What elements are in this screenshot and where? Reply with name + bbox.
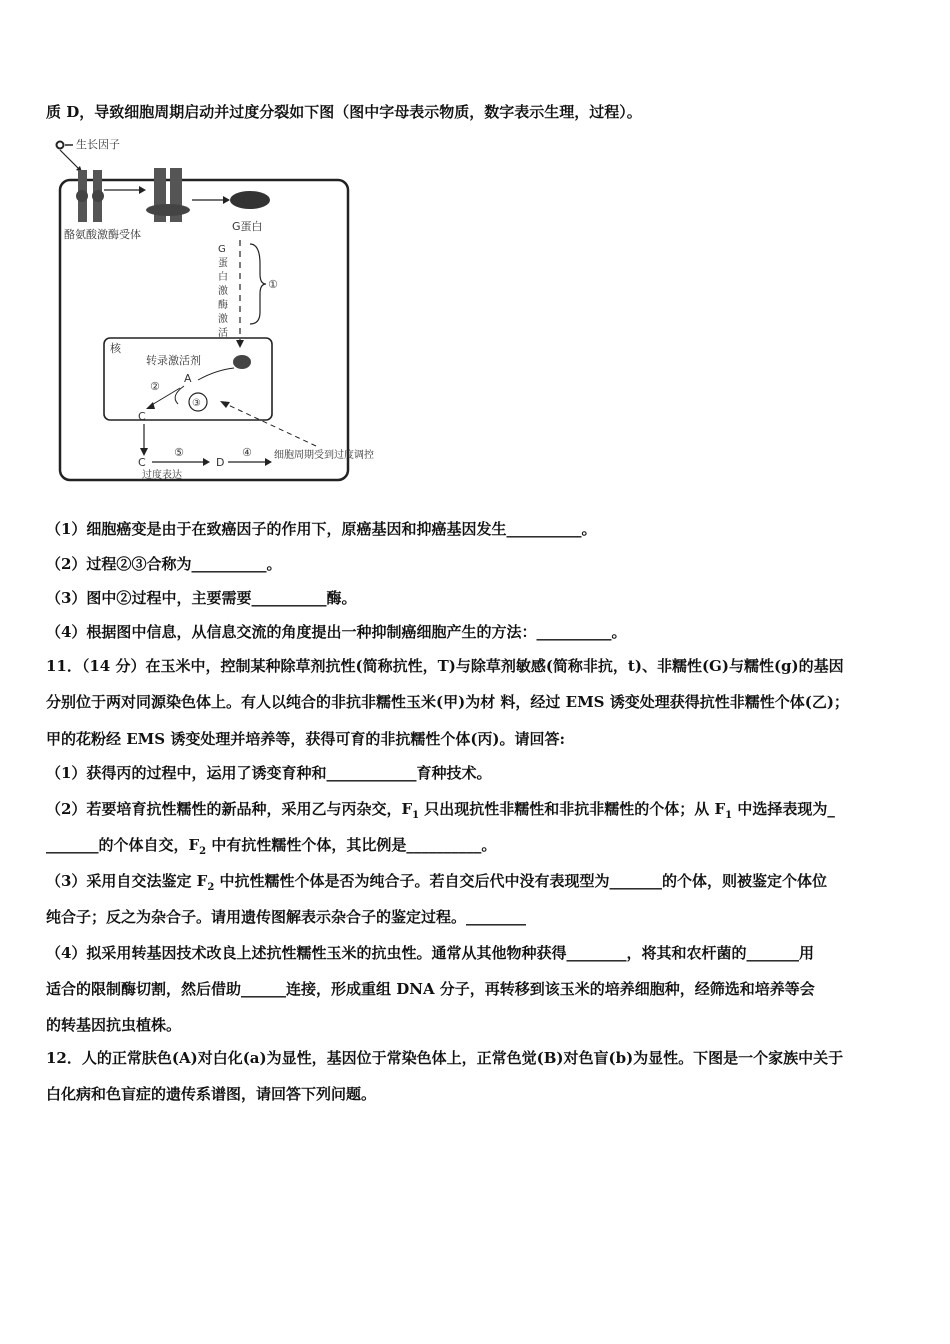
growth-factor-label: 生长因子: [76, 138, 120, 151]
q11-line1: 11．（14 分）在玉米中，控制某种除草剂抗性(简称抗性，T)与除草剂敏感(简称非抗，t)、非糯性(G)与糯性(g)的基因: [46, 657, 844, 675]
overexpress-label: 过度表达: [142, 470, 182, 481]
kinase-char-6: 激: [218, 314, 228, 325]
q10-part3: （3）图中②过程中，主要需要__________酶。: [46, 589, 357, 607]
g-protein-shape: [230, 191, 270, 209]
letter-c-outer: C: [138, 456, 146, 469]
q12-line2: 白化病和色盲症的遗传系谱图，请回答下列问题。: [46, 1085, 377, 1103]
q11-part2-line2: [46, 834, 916, 863]
q11-part2-seg-c: 中选择表现为_: [732, 800, 835, 818]
q11-line3: 甲的花粉经 EMS 诱变处理并培养等，获得可育的非抗糯性个体(丙)。请回答:: [46, 730, 566, 748]
step5-label: ⑤: [174, 446, 184, 459]
kinase-char-1: G: [218, 244, 226, 255]
activator-shape: [233, 355, 251, 369]
activator-label: 转录激活剂: [146, 354, 201, 367]
q10-part2: （2）过程②③合称为__________。: [46, 555, 282, 573]
step4-label: ④: [242, 446, 252, 459]
q11-part3-seg-b: 中抗性糯性个体是否为纯合子。若自交后代中没有表现型为_______的个体，则被鉴定个体位: [214, 872, 828, 890]
nucleus-label: 核: [110, 342, 121, 355]
letter-a: A: [184, 372, 192, 385]
q11-part2-sub-b: 1: [725, 810, 733, 821]
letter-c-inner: C: [138, 410, 146, 423]
g-protein-label: G蛋白: [232, 220, 263, 233]
kinase-char-4: 激: [218, 286, 228, 297]
q10-part4: （4）根据图中信息，从信息交流的角度提出一种抑制癌细胞产生的方法：__________。: [46, 623, 627, 641]
kinase-char-2: 蛋: [218, 258, 228, 269]
step2-label: ②: [150, 380, 160, 393]
q11-part3-line2: 纯合子；反之为杂合子。请用遗传图解表示杂合子的鉴定过程。________: [46, 908, 527, 926]
intro-text: 质 D，导致细胞周期启动并过度分裂如下图（图中字母表示物质，数字表示生理，过程）。: [46, 103, 642, 121]
q11-part3-seg-a: （3）采用自交法鉴定 F: [46, 872, 208, 890]
q11-part2-seg-e: 中有抗性糯性个体，其比例是__________。: [206, 836, 497, 854]
receptor-label: 酪氨酸激酶受体: [64, 228, 141, 241]
cell-signaling-diagram: [46, 134, 386, 496]
q11-part2-seg-a: （2）若要培育抗性糯性的新品种，采用乙与丙杂交，F: [46, 800, 413, 818]
growth-factor-dot: [57, 142, 64, 149]
receptor-shape-right: [146, 168, 190, 222]
kinase-char-5: 酶: [218, 300, 228, 311]
receptor-shape-left: [76, 170, 104, 222]
q11-part4-line1: （4）拟采用转基因技术改良上述抗性糯性玉米的抗虫性。通常从其他物种获得________，将其和农杆菌的_______用: [46, 944, 814, 962]
q11-part2-seg-b: 只出现抗性非糯性和非抗非糯性的个体；从 F: [419, 800, 726, 818]
kinase-char-3: 白: [218, 272, 228, 283]
q11-part2-seg-d: _______的个体自交，F: [46, 836, 200, 854]
q12-line1: 12．人的正常肤色(A)对白化(a)为显性，基因位于常染色体上，正常色觉(B)对色盲(b)为显性。下图是一个家族中关于: [46, 1049, 844, 1067]
step3-label: ③: [192, 398, 201, 409]
q11-part3-line1: [46, 870, 916, 899]
q11-part4-line3: 的转基因抗虫植株。: [46, 1016, 182, 1034]
cell-membrane: [60, 180, 348, 480]
q11-part4-line2: 适合的限制酶切割，然后借助______连接，形成重组 DNA 分子，再转移到该玉米的培养细胞种，经筛选和培养等会: [46, 980, 815, 998]
q11-part1: （1）获得丙的过程中，运用了诱变育种和____________育种技术。: [46, 764, 492, 782]
q11-line2: 分别位于两对同源染色体上。有人以纯合的非抗非糯性玉米(甲)为材 料，经过 EMS 诱变处理获得抗性非糯性个体(乙)；: [46, 693, 849, 711]
q10-part1: （1）细胞癌变是由于在致癌因子的作用下，原癌基因和抑癌基因发生__________。: [46, 520, 597, 538]
step1-label: ①: [268, 278, 278, 291]
q11-part2-sub-a: 1: [412, 810, 420, 821]
cell-cycle-label: 细胞周期受到过度调控: [274, 450, 374, 461]
q11-part2-sub-c: 2: [199, 846, 207, 857]
q11-part2-line1: [46, 798, 916, 827]
kinase-char-7: 活: [218, 328, 228, 339]
letter-d: D: [216, 456, 225, 469]
q11-part3-sub: 2: [207, 882, 215, 893]
